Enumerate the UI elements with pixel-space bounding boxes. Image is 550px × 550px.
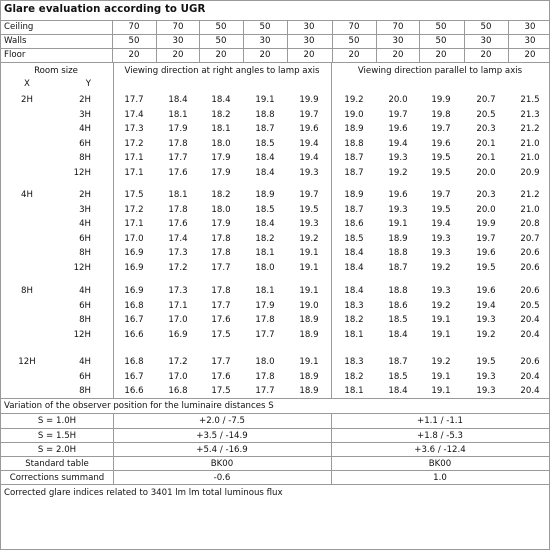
ugr-value: 18.4 (255, 167, 275, 178)
ugr-value: 18.1 (255, 248, 275, 258)
reflectance-value: 30 (303, 22, 315, 32)
reflectance-value: 20 (392, 50, 404, 60)
table-column-divider (508, 20, 509, 62)
ugr-value: 17.8 (255, 371, 275, 382)
footnote: Corrected glare indices related to 3401 lm lm total luminous flux (4, 488, 283, 498)
ugr-value: 19.4 (431, 219, 451, 229)
reflectance-value: 70 (172, 22, 184, 32)
variation-parallel-value: +1.1 / -1.1 (417, 416, 463, 426)
reflectance-value: 20 (259, 50, 271, 60)
ugr-value: 18.7 (344, 153, 364, 163)
reflectance-value: 30 (172, 36, 184, 46)
ugr-value: 18.4 (255, 219, 275, 229)
ugr-value: 18.4 (388, 329, 408, 340)
room-y-value: 4H (79, 357, 91, 367)
ugr-value: 20.0 (388, 95, 408, 105)
table-column-divider (332, 20, 333, 62)
table-divider (1, 48, 549, 49)
ugr-value: 17.8 (211, 248, 231, 258)
ugr-value: 20.5 (476, 109, 496, 120)
ugr-value: 19.3 (299, 167, 319, 178)
ugr-value: 19.5 (299, 204, 319, 215)
reflectance-value: 30 (524, 22, 536, 32)
variation-right-value: +5.4 / -16.9 (196, 445, 248, 455)
dir-right-label: Viewing direction at right angles to lamp axis (124, 66, 320, 76)
table-column-divider (243, 20, 244, 62)
ugr-value: 17.0 (168, 371, 188, 382)
ugr-value: 17.1 (124, 167, 144, 178)
room-y-value: 6H (79, 371, 91, 382)
ugr-value: 19.8 (431, 109, 451, 120)
ugr-value: 17.7 (211, 262, 231, 273)
surface-label: Floor (4, 50, 26, 60)
room-x-value: 12H (18, 357, 36, 367)
ugr-value: 17.6 (168, 219, 188, 229)
table-divider (1, 398, 549, 399)
standard-table-label: Standard table (25, 459, 89, 469)
table-title: Glare evaluation according to UGR (4, 4, 206, 15)
ugr-value: 19.7 (476, 233, 496, 244)
variation-s-label: S = 2.0H (37, 445, 77, 455)
table-column-divider (331, 62, 332, 398)
reflectance-value: 50 (435, 22, 447, 32)
ugr-value: 17.9 (168, 124, 188, 134)
ugr-value: 20.1 (476, 153, 496, 163)
room-y-value: 2H (79, 190, 91, 200)
reflectance-value: 50 (259, 22, 271, 32)
ugr-value: 19.2 (476, 329, 496, 340)
ugr-value: 19.7 (388, 109, 408, 120)
room-size-label: Room size (34, 66, 78, 76)
table-divider (1, 428, 549, 429)
ugr-value: 19.0 (299, 300, 319, 311)
ugr-value: 18.1 (344, 329, 364, 340)
ugr-value: 18.7 (388, 262, 408, 273)
ugr-value: 18.7 (344, 167, 364, 178)
ugr-value: 20.3 (476, 190, 496, 200)
ugr-value: 19.3 (388, 153, 408, 163)
ugr-value: 18.9 (344, 124, 364, 134)
ugr-value: 19.5 (476, 262, 496, 273)
ugr-value: 18.7 (388, 357, 408, 367)
ugr-value: 18.4 (344, 248, 364, 258)
ugr-value: 19.3 (476, 315, 496, 325)
ugr-value: 17.6 (211, 371, 231, 382)
ugr-value: 19.7 (431, 190, 451, 200)
ugr-value: 18.9 (299, 371, 319, 382)
ugr-value: 17.8 (211, 286, 231, 296)
reflectance-value: 30 (259, 36, 271, 46)
ugr-value: 20.4 (520, 315, 540, 325)
ugr-value: 19.1 (431, 315, 451, 325)
ugr-value: 19.9 (476, 219, 496, 229)
ugr-value: 17.7 (211, 300, 231, 311)
ugr-value: 19.1 (299, 248, 319, 258)
table-divider (1, 20, 549, 21)
room-y-value: 2H (79, 95, 91, 105)
ugr-value: 17.4 (168, 233, 188, 244)
ugr-value: 18.7 (255, 124, 275, 134)
table-divider (1, 413, 549, 414)
ugr-value: 17.1 (124, 153, 144, 163)
ugr-value: 21.0 (520, 153, 540, 163)
ugr-value: 16.9 (124, 262, 144, 273)
ugr-value: 17.7 (255, 386, 275, 396)
ugr-value: 18.2 (344, 315, 364, 325)
ugr-value: 17.7 (124, 95, 144, 105)
ugr-value: 19.1 (299, 262, 319, 273)
ugr-value: 16.7 (124, 315, 144, 325)
variation-parallel-value: +1.8 / -5.3 (417, 430, 463, 441)
room-x-value: 2H (21, 95, 33, 105)
ugr-value: 18.3 (344, 300, 364, 311)
ugr-value: 18.6 (388, 300, 408, 311)
ugr-value: 17.2 (168, 357, 188, 367)
room-y-value: 4H (79, 219, 91, 229)
ugr-value: 18.2 (211, 109, 231, 120)
ugr-value: 17.2 (168, 262, 188, 273)
ugr-value: 19.4 (299, 153, 319, 163)
ugr-value: 18.1 (168, 190, 188, 200)
table-divider (1, 442, 549, 443)
ugr-value: 16.9 (124, 286, 144, 296)
ugr-value: 17.7 (211, 357, 231, 367)
ugr-value: 18.1 (344, 386, 364, 396)
ugr-value: 18.9 (299, 329, 319, 340)
table-divider (1, 470, 549, 471)
table-column-divider (464, 20, 465, 62)
ugr-value: 21.0 (520, 138, 540, 149)
variation-s-label: S = 1.0H (37, 416, 77, 426)
reflectance-value: 20 (128, 50, 140, 60)
room-y-value: 8H (79, 386, 91, 396)
ugr-value: 19.6 (388, 124, 408, 134)
ugr-value: 20.7 (476, 95, 496, 105)
ugr-value: 17.5 (124, 190, 144, 200)
ugr-value: 18.9 (255, 190, 275, 200)
ugr-value: 16.7 (124, 371, 144, 382)
ugr-value: 18.2 (344, 371, 364, 382)
ugr-value: 17.1 (124, 219, 144, 229)
ugr-value: 18.8 (388, 286, 408, 296)
ugr-value: 19.1 (388, 219, 408, 229)
ugr-value: 20.4 (520, 371, 540, 382)
dir-parallel-label: Viewing direction parallel to lamp axis (357, 66, 523, 76)
reflectance-value: 50 (215, 36, 227, 46)
ugr-value: 18.5 (388, 371, 408, 382)
reflectance-value: 20 (172, 50, 184, 60)
ugr-value: 19.5 (476, 357, 496, 367)
ugr-value: 18.4 (255, 153, 275, 163)
ugr-value: 16.9 (168, 329, 188, 340)
reflectance-value: 30 (392, 36, 404, 46)
reflectance-value: 50 (348, 36, 360, 46)
ugr-value: 18.2 (255, 233, 275, 244)
ugr-value: 19.3 (431, 286, 451, 296)
ugr-value: 20.6 (520, 286, 540, 296)
reflectance-value: 20 (435, 50, 447, 60)
ugr-value: 19.7 (299, 109, 319, 120)
reflectance-value: 50 (128, 36, 140, 46)
table-column-divider (156, 20, 157, 62)
ugr-value: 17.8 (168, 138, 188, 149)
ugr-value: 19.2 (431, 300, 451, 311)
reflectance-value: 20 (303, 50, 315, 60)
room-y-value: 8H (79, 315, 91, 325)
ugr-value: 17.7 (168, 153, 188, 163)
ugr-value: 20.4 (520, 329, 540, 340)
ugr-value: 18.1 (168, 109, 188, 120)
standard-table-right: BK00 (210, 459, 234, 469)
room-y-value: 3H (79, 204, 91, 215)
reflectance-value: 50 (435, 36, 447, 46)
ugr-value: 18.1 (211, 124, 231, 134)
ugr-value: 18.4 (388, 386, 408, 396)
table-divider (1, 484, 549, 485)
ugr-value: 18.5 (255, 138, 275, 149)
ugr-value: 19.7 (431, 124, 451, 134)
ugr-value: 18.8 (255, 109, 275, 120)
table-column-divider (287, 20, 288, 62)
ugr-value: 20.9 (520, 167, 540, 178)
room-y-value: 6H (79, 300, 91, 311)
ugr-value: 19.6 (431, 138, 451, 149)
ugr-value: 19.5 (431, 204, 451, 215)
ugr-value: 20.6 (520, 262, 540, 273)
ugr-value: 18.3 (344, 357, 364, 367)
reflectance-value: 50 (215, 22, 227, 32)
room-y-value: 12H (73, 262, 91, 273)
variation-right-value: +2.0 / -7.5 (199, 416, 245, 426)
ugr-value: 18.5 (388, 315, 408, 325)
variation-label: Variation of the observer position for the luminaire distances S (4, 401, 274, 411)
ugr-value: 19.3 (476, 371, 496, 382)
ugr-value: 21.2 (520, 124, 540, 134)
ugr-value: 17.6 (211, 315, 231, 325)
ugr-value: 17.0 (168, 315, 188, 325)
reflectance-value: 20 (215, 50, 227, 60)
ugr-value: 16.6 (124, 386, 144, 396)
ugr-value: 18.0 (211, 204, 231, 215)
room-y-value: 3H (79, 109, 91, 120)
ugr-value: 20.8 (520, 219, 540, 229)
ugr-value: 18.9 (299, 386, 319, 396)
ugr-value: 21.5 (520, 95, 540, 105)
ugr-value: 19.6 (388, 190, 408, 200)
ugr-value: 19.3 (476, 386, 496, 396)
ugr-value: 20.6 (520, 357, 540, 367)
surface-label: Ceiling (4, 22, 34, 32)
ugr-value: 19.1 (299, 357, 319, 367)
ugr-value: 19.3 (299, 219, 319, 229)
ugr-value: 21.0 (520, 204, 540, 215)
ugr-value: 16.8 (124, 357, 144, 367)
room-x-value: 8H (21, 286, 33, 296)
ugr-value: 17.3 (168, 286, 188, 296)
ugr-value: 20.0 (476, 204, 496, 215)
ugr-value: 19.6 (476, 248, 496, 258)
reflectance-value: 20 (348, 50, 360, 60)
ugr-value: 18.6 (344, 219, 364, 229)
ugr-value: 16.9 (124, 248, 144, 258)
ugr-value: 18.0 (255, 262, 275, 273)
ugr-value: 20.5 (520, 300, 540, 311)
ugr-value: 17.9 (211, 219, 231, 229)
ugr-value: 17.9 (211, 153, 231, 163)
ugr-value: 19.1 (431, 329, 451, 340)
ugr-value: 18.5 (344, 233, 364, 244)
ugr-value: 19.9 (299, 95, 319, 105)
ugr-value: 20.3 (476, 124, 496, 134)
table-divider (1, 456, 549, 457)
room-y-value: 6H (79, 138, 91, 149)
ugr-value: 20.4 (520, 386, 540, 396)
room-y-value: 4H (79, 286, 91, 296)
variation-right-value: +3.5 / -14.9 (196, 430, 248, 441)
table-column-divider (376, 20, 377, 62)
ugr-value: 19.2 (344, 95, 364, 105)
ugr-value: 19.6 (476, 286, 496, 296)
table-column-divider (199, 20, 200, 62)
ugr-value: 16.8 (168, 386, 188, 396)
ugr-value: 18.1 (255, 286, 275, 296)
reflectance-value: 30 (524, 36, 536, 46)
ugr-value: 18.0 (211, 138, 231, 149)
room-y-value: 4H (79, 124, 91, 134)
ugr-value: 19.7 (299, 190, 319, 200)
ugr-value: 17.9 (211, 167, 231, 178)
ugr-value: 20.1 (476, 138, 496, 149)
ugr-value: 18.8 (388, 248, 408, 258)
variation-s-label: S = 1.5H (37, 430, 77, 441)
ugr-value: 21.3 (520, 109, 540, 120)
variation-parallel-value: +3.6 / -12.4 (414, 445, 466, 455)
ugr-value: 19.3 (431, 233, 451, 244)
ugr-value: 17.1 (168, 300, 188, 311)
ugr-value: 19.2 (431, 357, 451, 367)
ugr-value: 16.6 (124, 329, 144, 340)
x-axis-label: X (24, 79, 30, 89)
ugr-value: 19.4 (476, 300, 496, 311)
reflectance-value: 70 (128, 22, 140, 32)
ugr-value: 21.2 (520, 190, 540, 200)
reflectance-value: 20 (480, 50, 492, 60)
ugr-value: 17.5 (211, 386, 231, 396)
corrections-right: -0.6 (213, 473, 231, 483)
ugr-value: 17.3 (124, 124, 144, 134)
ugr-value: 19.2 (299, 233, 319, 244)
standard-table-parallel: BK00 (428, 459, 452, 469)
ugr-value: 19.4 (299, 138, 319, 149)
ugr-value: 20.6 (520, 248, 540, 258)
reflectance-value: 70 (348, 22, 360, 32)
ugr-value: 19.1 (255, 95, 275, 105)
surface-label: Walls (4, 36, 27, 46)
reflectance-value: 70 (392, 22, 404, 32)
ugr-value: 19.5 (431, 153, 451, 163)
table-column-divider (419, 20, 420, 62)
ugr-value: 17.8 (211, 233, 231, 244)
ugr-value: 18.9 (344, 190, 364, 200)
y-axis-label: Y (85, 79, 91, 89)
ugr-value: 17.8 (255, 315, 275, 325)
ugr-value: 17.4 (124, 109, 144, 120)
ugr-value: 17.7 (255, 329, 275, 340)
ugr-value: 20.0 (476, 167, 496, 178)
ugr-value: 18.4 (344, 262, 364, 273)
ugr-value: 18.9 (388, 233, 408, 244)
ugr-value: 18.4 (344, 286, 364, 296)
table-divider (1, 62, 549, 63)
ugr-value: 19.4 (388, 138, 408, 149)
ugr-value: 17.3 (168, 248, 188, 258)
ugr-value: 19.3 (388, 204, 408, 215)
reflectance-value: 50 (480, 22, 492, 32)
ugr-value: 17.9 (255, 300, 275, 311)
ugr-value: 19.6 (299, 124, 319, 134)
ugr-value: 19.9 (431, 95, 451, 105)
ugr-value: 19.2 (388, 167, 408, 178)
ugr-value: 17.6 (168, 167, 188, 178)
ugr-value: 17.5 (211, 329, 231, 340)
ugr-value: 17.0 (124, 233, 144, 244)
ugr-value: 20.7 (520, 233, 540, 244)
ugr-value: 19.3 (431, 248, 451, 258)
corrections-parallel: 1.0 (433, 473, 447, 483)
ugr-value: 18.4 (211, 95, 231, 105)
ugr-value: 18.5 (255, 204, 275, 215)
room-y-value: 12H (73, 329, 91, 340)
ugr-value: 19.1 (431, 371, 451, 382)
table-column-divider (112, 20, 113, 62)
ugr-value: 19.0 (344, 109, 364, 120)
ugr-value: 18.8 (344, 138, 364, 149)
room-y-value: 8H (79, 153, 91, 163)
ugr-value: 19.1 (431, 386, 451, 396)
ugr-value: 18.4 (168, 95, 188, 105)
room-y-value: 12H (73, 167, 91, 178)
ugr-value: 17.2 (124, 138, 144, 149)
table-divider (1, 34, 549, 35)
ugr-value: 18.2 (211, 190, 231, 200)
ugr-value: 16.8 (124, 300, 144, 311)
ugr-value: 19.5 (431, 167, 451, 178)
room-x-value: 4H (21, 190, 33, 200)
room-y-value: 8H (79, 248, 91, 258)
ugr-value: 19.1 (299, 286, 319, 296)
ugr-value: 17.2 (124, 204, 144, 215)
reflectance-value: 20 (524, 50, 536, 60)
room-y-value: 6H (79, 233, 91, 244)
corrections-label: Corrections summand (9, 473, 105, 483)
ugr-value: 18.0 (255, 357, 275, 367)
ugr-value: 17.8 (168, 204, 188, 215)
reflectance-value: 30 (480, 36, 492, 46)
ugr-value: 18.9 (299, 315, 319, 325)
ugr-value: 18.7 (344, 204, 364, 215)
reflectance-value: 30 (303, 36, 315, 46)
ugr-value: 19.2 (431, 262, 451, 273)
